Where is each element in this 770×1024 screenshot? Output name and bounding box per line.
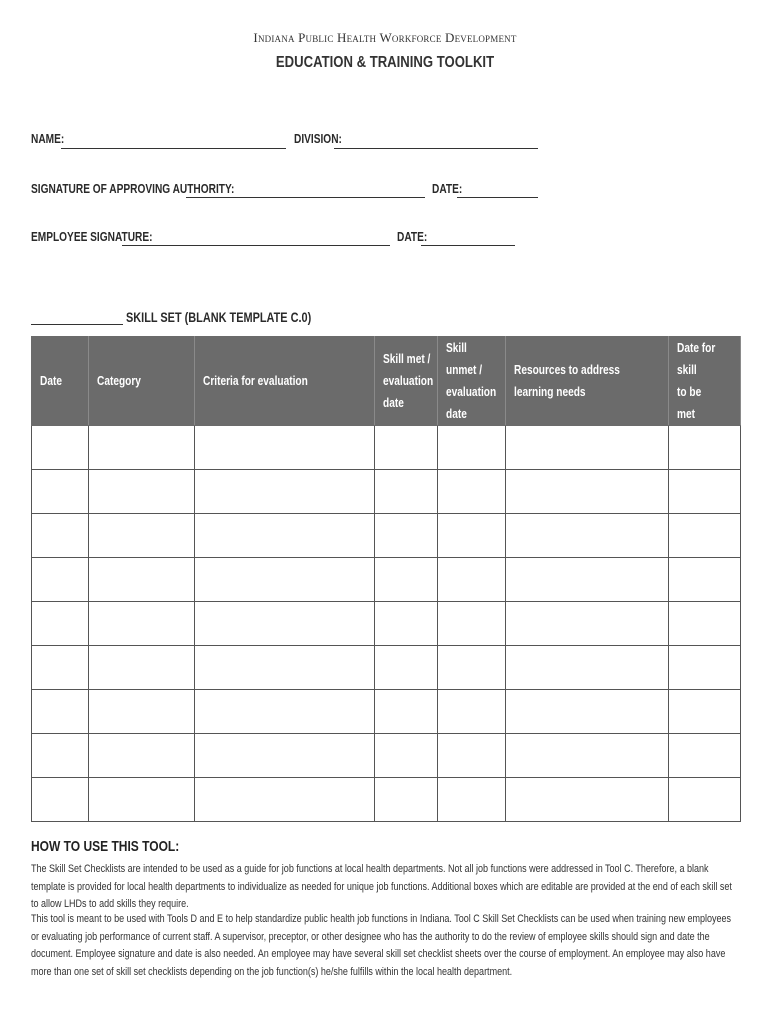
table-cell[interactable] (375, 558, 438, 602)
table-cell[interactable] (195, 778, 375, 822)
table-cell[interactable] (89, 558, 195, 602)
header-criteria: Criteria for evaluation (195, 337, 375, 426)
skill-set-heading (31, 306, 363, 325)
table-cell[interactable] (669, 734, 741, 778)
table-row (32, 514, 741, 558)
table-cell[interactable] (195, 514, 375, 558)
employee-signature-label: EMPLOYEE SIGNATURE: (31, 229, 153, 244)
table-cell[interactable] (506, 690, 669, 734)
organization-name: Indiana Public Health Workforce Development (253, 30, 517, 45)
table-cell[interactable] (32, 690, 89, 734)
table-cell[interactable] (89, 734, 195, 778)
table-cell[interactable] (195, 426, 375, 470)
table-cell[interactable] (438, 646, 506, 690)
table-cell[interactable] (89, 426, 195, 470)
table-cell[interactable] (669, 514, 741, 558)
table-cell[interactable] (32, 470, 89, 514)
table-cell[interactable] (438, 470, 506, 514)
table-cell[interactable] (438, 426, 506, 470)
skill-set-table (31, 336, 741, 822)
name-input-line[interactable] (61, 148, 286, 149)
header-resources: Resources to address learning needs (506, 337, 669, 426)
table-cell[interactable] (669, 426, 741, 470)
table-cell[interactable] (195, 470, 375, 514)
table-cell[interactable] (32, 514, 89, 558)
table-cell[interactable] (89, 470, 195, 514)
table-cell[interactable] (32, 602, 89, 646)
header-date-to-meet: Date for skill to be met (669, 337, 741, 426)
table-cell[interactable] (506, 778, 669, 822)
table-cell[interactable] (669, 778, 741, 822)
employee-signature-line[interactable] (122, 245, 390, 246)
approver-date-label: DATE: (432, 181, 463, 196)
table-cell[interactable] (506, 646, 669, 690)
table-cell[interactable] (438, 558, 506, 602)
table-cell[interactable] (375, 734, 438, 778)
instructions-paragraph-2: This tool is meant to be used with Tools D and E to help standardize public health job functions in Indiana. Tool C Skill Set Checklists can be used when training new employees or evaluating job performance of current staff. A supervisor, preceptor, or other designee who has the authority to do the review of employee skills should sign and date the document. Employee signature and date is also needed. An employee may have several skill set checklist sheets over the course of employment. An employee may also have more than one set of skill set checklists depending on the job function(s) he/she fulfills within the local health department. (31, 913, 732, 978)
table-cell[interactable] (195, 734, 375, 778)
header-skill-met: Skill met / evaluation date (375, 337, 438, 426)
approver-signature-label: SIGNATURE OF APPROVING AUTHORITY: (31, 181, 235, 196)
table-cell[interactable] (375, 690, 438, 734)
table-cell[interactable] (506, 514, 669, 558)
table-cell[interactable] (438, 778, 506, 822)
table-cell[interactable] (32, 778, 89, 822)
table-cell[interactable] (669, 602, 741, 646)
header-category: Category (89, 337, 195, 426)
table-cell[interactable] (506, 558, 669, 602)
approver-date-line[interactable] (457, 197, 538, 198)
table-cell[interactable] (32, 558, 89, 602)
table-cell[interactable] (375, 646, 438, 690)
table-cell[interactable] (438, 602, 506, 646)
table-row (32, 778, 741, 822)
table-cell[interactable] (669, 646, 741, 690)
skill-set-label: SKILL SET (BLANK TEMPLATE C.0) (126, 309, 312, 325)
table-cell[interactable] (506, 734, 669, 778)
table-row (32, 646, 741, 690)
table-cell[interactable] (506, 426, 669, 470)
employee-date-label: DATE: (397, 229, 428, 244)
table-cell[interactable] (669, 470, 741, 514)
approver-signature-line[interactable] (186, 197, 425, 198)
table-cell[interactable] (195, 646, 375, 690)
document-title: EDUCATION & TRAINING TOOLKIT (275, 54, 495, 71)
table-cell[interactable] (32, 426, 89, 470)
table-cell[interactable] (89, 690, 195, 734)
table-cell[interactable] (375, 514, 438, 558)
table-cell[interactable] (89, 514, 195, 558)
table-row (32, 426, 741, 470)
name-field-label: NAME: (31, 131, 65, 146)
division-field-label: DIVISION: (294, 131, 342, 146)
table-cell[interactable] (506, 470, 669, 514)
table-cell[interactable] (669, 558, 741, 602)
table-cell[interactable] (32, 734, 89, 778)
table-cell[interactable] (32, 646, 89, 690)
header-date: Date (32, 337, 89, 426)
table-cell[interactable] (438, 690, 506, 734)
table-row (32, 602, 741, 646)
employee-date-line[interactable] (421, 245, 515, 246)
table-row (32, 470, 741, 514)
table-row (32, 558, 741, 602)
table-row (32, 690, 741, 734)
table-cell[interactable] (438, 514, 506, 558)
table-cell[interactable] (195, 690, 375, 734)
instructions-heading: HOW TO USE THIS TOOL: (31, 838, 180, 855)
table-cell[interactable] (89, 646, 195, 690)
table-cell[interactable] (438, 734, 506, 778)
table-header-row (32, 337, 741, 426)
instructions-paragraph-1: The Skill Set Checklists are intended to be used as a guide for job functions at local health departments. Not all job functions were addressed in Tool C. Therefore, a blank template is provided for local health departments to individualize as needed for unique job functions. Additional boxes which are editable are provided at the end of each skill set to allow LHDs to add skills they require. (31, 863, 732, 910)
table-cell[interactable] (375, 602, 438, 646)
skill-set-name-line[interactable] (31, 306, 123, 325)
table-row (32, 734, 741, 778)
table-cell[interactable] (89, 602, 195, 646)
table-cell[interactable] (375, 778, 438, 822)
table-body (32, 426, 741, 822)
table-cell[interactable] (506, 602, 669, 646)
table-cell[interactable] (195, 558, 375, 602)
table-cell[interactable] (195, 602, 375, 646)
table-cell[interactable] (89, 778, 195, 822)
header-skill-unmet: Skill unmet / evaluation date (438, 337, 506, 426)
table-cell[interactable] (375, 470, 438, 514)
table-cell[interactable] (375, 426, 438, 470)
table-cell[interactable] (669, 690, 741, 734)
division-input-line[interactable] (334, 148, 538, 149)
